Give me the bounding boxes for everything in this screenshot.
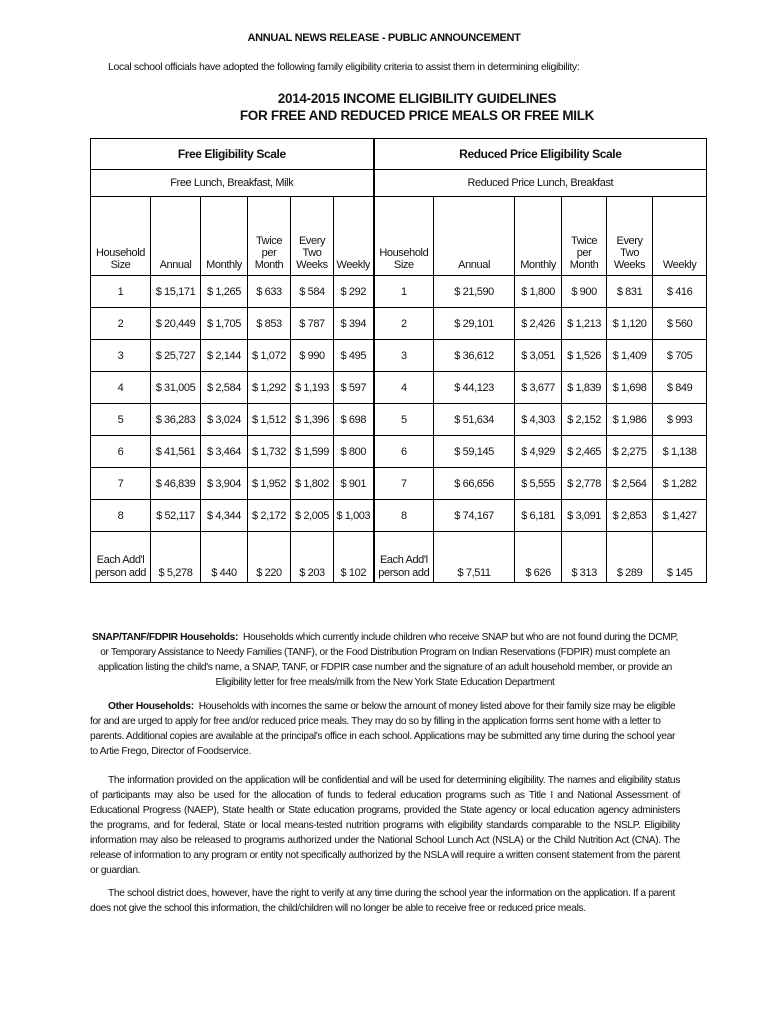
- free-cell: $ 495: [334, 340, 374, 372]
- reduced-cell: 3: [374, 340, 434, 372]
- free-cell: $ 2,172: [248, 500, 291, 532]
- free-cell: 8: [91, 500, 151, 532]
- confidentiality-paragraph: [90, 773, 680, 878]
- free-col-header-0: Household Size: [91, 197, 151, 276]
- free-cell: $ 1,705: [201, 308, 248, 340]
- reduced-cell: $ 1,839: [562, 372, 607, 404]
- reduced-cell: 4: [374, 372, 434, 404]
- reduced-cell: $ 416: [653, 276, 707, 308]
- reduced-cell: $ 4,929: [515, 436, 562, 468]
- free-cell: $ 901: [334, 468, 374, 500]
- free-cell: $ 1,732: [248, 436, 291, 468]
- document-header: ANNUAL NEWS RELEASE - PUBLIC ANNOUNCEMENT: [247, 32, 521, 44]
- free-cell: $ 46,839: [151, 468, 201, 500]
- reduced-cell: $ 1,138: [653, 436, 707, 468]
- snap-text: Households which currently include children who receive SNAP but who are not found during the DCMP, or Temporary Assistance to Needy Families (TANF), or the Food Distribution Program on Indian Reservations (FDPIR) must complete an application listing the child's name, a SNAP, TANF, or FDPIR case number and the signature of an adult household member, or provide an Eligibility letter for free meals/milk from the New York State Education Department: [98, 632, 678, 688]
- free-col-header-5: Weekly: [334, 197, 374, 276]
- free-col-header-4: Every Two Weeks: [291, 197, 334, 276]
- free-cell: $ 597: [334, 372, 374, 404]
- free-cell: 6: [91, 436, 151, 468]
- reduced-col-header-3: Twice per Month: [562, 197, 607, 276]
- title-line-2: FOR FREE AND REDUCED PRICE MEALS OR FREE MILK: [239, 108, 595, 123]
- reduced-cell: $ 36,612: [434, 340, 515, 372]
- reduced-cell: $ 44,123: [434, 372, 515, 404]
- table-row: [91, 436, 707, 468]
- reduced-cell: 6: [374, 436, 434, 468]
- reduced-cell: $ 2,778: [562, 468, 607, 500]
- reduced-cell: $ 2,152: [562, 404, 607, 436]
- free-cell: $ 584: [291, 276, 334, 308]
- title-line-1: 2014-2015 INCOME ELIGIBILITY GUIDELINES: [277, 91, 557, 106]
- free-cell: 3: [91, 340, 151, 372]
- free-cell: $ 787: [291, 308, 334, 340]
- reduced-cell: $ 51,634: [434, 404, 515, 436]
- reduced-cell: $ 21,590: [434, 276, 515, 308]
- free-cell: $ 41,561: [151, 436, 201, 468]
- reduced-cell: $ 289: [607, 532, 653, 583]
- free-cell: $ 3,904: [201, 468, 248, 500]
- free-cell: $ 1,512: [248, 404, 291, 436]
- free-subheading: Free Lunch, Breakfast, Milk: [91, 170, 374, 197]
- reduced-cell: 1: [374, 276, 434, 308]
- snap-paragraph: [90, 630, 680, 690]
- table-row: [91, 500, 707, 532]
- free-cell: $ 633: [248, 276, 291, 308]
- free-cell: $ 3,024: [201, 404, 248, 436]
- free-cell: $ 4,344: [201, 500, 248, 532]
- reduced-cell: $ 1,409: [607, 340, 653, 372]
- table-body: [91, 276, 707, 583]
- document-title: [0, 90, 768, 124]
- reduced-cell: $ 3,051: [515, 340, 562, 372]
- reduced-cell: $ 1,427: [653, 500, 707, 532]
- confidentiality-text: The information provided on the application will be confidential and will be used for determining eligibility. The names and eligibility status of participants may also be used for the allocation of funds to federal education programs such as Title I and National Assessment of Educational Progress (NAEP), State health or State education programs, provided the State agency or local education agency administers the programs, and for federal, State or local means-tested nutrition programs with eligibility standards comparable to the NSLP. Eligibility information may also be released to programs authorized under the National School Lunch Act (NSLA) or the Child Nutrition Act (CNA). The release of information to any program or entity not specifically authorized by the NSLA will require a written consent statement from the parent or guardian.: [90, 775, 680, 876]
- table-row: [91, 276, 707, 308]
- table-row: [91, 308, 707, 340]
- intro-text: Local school officials have adopted the following family eligibility criteria to assist them in determining eligibility:: [108, 61, 580, 73]
- other-households-paragraph: [90, 699, 680, 759]
- reduced-cell: $ 831: [607, 276, 653, 308]
- other-households-heading: Other Households:: [108, 701, 194, 712]
- table-row: [91, 468, 707, 500]
- free-cell: $ 1,003: [334, 500, 374, 532]
- reduced-col-header-2: Monthly: [515, 197, 562, 276]
- reduced-cell: $ 6,181: [515, 500, 562, 532]
- free-cell: $ 800: [334, 436, 374, 468]
- reduced-cell: $ 2,564: [607, 468, 653, 500]
- reduced-cell: 7: [374, 468, 434, 500]
- reduced-cell: $ 313: [562, 532, 607, 583]
- free-cell: $ 1,952: [248, 468, 291, 500]
- reduced-cell: $ 1,282: [653, 468, 707, 500]
- reduced-cell: $ 705: [653, 340, 707, 372]
- reduced-cell: $ 7,511: [434, 532, 515, 583]
- reduced-cell: $ 900: [562, 276, 607, 308]
- reduced-cell: $ 1,986: [607, 404, 653, 436]
- table-row: [91, 372, 707, 404]
- reduced-cell: $ 849: [653, 372, 707, 404]
- reduced-cell: $ 2,853: [607, 500, 653, 532]
- free-cell: 4: [91, 372, 151, 404]
- free-cell: 2: [91, 308, 151, 340]
- free-cell: $ 440: [201, 532, 248, 583]
- reduced-col-header-5: Weekly: [653, 197, 707, 276]
- free-cell: $ 990: [291, 340, 334, 372]
- reduced-cell: 8: [374, 500, 434, 532]
- free-cell: 5: [91, 404, 151, 436]
- reduced-cell: $ 2,426: [515, 308, 562, 340]
- free-cell: $ 5,278: [151, 532, 201, 583]
- free-cell: $ 102: [334, 532, 374, 583]
- reduced-cell: $ 2,275: [607, 436, 653, 468]
- free-cell: $ 220: [248, 532, 291, 583]
- free-col-header-1: Annual: [151, 197, 201, 276]
- free-cell: $ 36,283: [151, 404, 201, 436]
- free-cell: $ 292: [334, 276, 374, 308]
- free-cell: $ 1,265: [201, 276, 248, 308]
- free-cell: $ 20,449: [151, 308, 201, 340]
- verification-text: The school district does, however, have the right to verify at any time during the school year the information on the application. If a parent does not give the school this information, the child/children will no longer be able to receive free or reduced price meals.: [90, 888, 675, 914]
- reduced-subheading: Reduced Price Lunch, Breakfast: [374, 170, 707, 197]
- reduced-cell: $ 29,101: [434, 308, 515, 340]
- free-cell: 7: [91, 468, 151, 500]
- reduced-cell: $ 626: [515, 532, 562, 583]
- reduced-cell: $ 1,800: [515, 276, 562, 308]
- reduced-cell: $ 74,167: [434, 500, 515, 532]
- free-cell: Each Add'l person add: [91, 532, 151, 583]
- reduced-col-header-4: Every Two Weeks: [607, 197, 653, 276]
- free-cell: $ 31,005: [151, 372, 201, 404]
- table-row: [91, 532, 707, 583]
- free-col-header-3: Twice per Month: [248, 197, 291, 276]
- table-row: [91, 340, 707, 372]
- reduced-cell: $ 1,120: [607, 308, 653, 340]
- free-cell: $ 394: [334, 308, 374, 340]
- other-households-text: Households with incomes the same or below the amount of money listed above for their family size may be eligible for and are urged to apply for free and/or reduced price meals. They may do so by filling in the application forms sent home with a letter to parents. Additional copies are available at the principal's office in each school. Applications may be submitted any time during the school year to Artie Frego, Director of Foodservice.: [90, 701, 676, 757]
- reduced-cell: $ 560: [653, 308, 707, 340]
- free-col-header-2: Monthly: [201, 197, 248, 276]
- free-cell: $ 853: [248, 308, 291, 340]
- reduced-cell: $ 3,677: [515, 372, 562, 404]
- free-cell: 1: [91, 276, 151, 308]
- reduced-cell: $ 59,145: [434, 436, 515, 468]
- reduced-cell: $ 2,465: [562, 436, 607, 468]
- reduced-cell: $ 66,656: [434, 468, 515, 500]
- eligibility-table: [90, 138, 707, 583]
- free-cell: $ 1,396: [291, 404, 334, 436]
- reduced-col-header-1: Annual: [434, 197, 515, 276]
- reduced-cell: $ 4,303: [515, 404, 562, 436]
- free-cell: $ 2,144: [201, 340, 248, 372]
- free-cell: $ 203: [291, 532, 334, 583]
- free-cell: $ 25,727: [151, 340, 201, 372]
- free-cell: $ 698: [334, 404, 374, 436]
- table-row: [91, 404, 707, 436]
- free-cell: $ 2,005: [291, 500, 334, 532]
- verification-paragraph: [90, 886, 680, 916]
- free-cell: $ 3,464: [201, 436, 248, 468]
- free-cell: $ 1,802: [291, 468, 334, 500]
- free-cell: $ 1,072: [248, 340, 291, 372]
- reduced-cell: $ 5,555: [515, 468, 562, 500]
- reduced-cell: $ 993: [653, 404, 707, 436]
- reduced-cell: $ 1,213: [562, 308, 607, 340]
- free-cell: $ 15,171: [151, 276, 201, 308]
- reduced-cell: $ 3,091: [562, 500, 607, 532]
- reduced-cell: Each Add'l person add: [374, 532, 434, 583]
- free-cell: $ 52,117: [151, 500, 201, 532]
- reduced-scale-heading: Reduced Price Eligibility Scale: [374, 139, 707, 170]
- reduced-col-header-0: Household Size: [374, 197, 434, 276]
- free-scale-heading: Free Eligibility Scale: [91, 139, 374, 170]
- column-header-row: [91, 197, 707, 276]
- snap-heading: SNAP/TANF/FDPIR Households:: [92, 632, 239, 643]
- reduced-cell: 2: [374, 308, 434, 340]
- free-cell: $ 1,599: [291, 436, 334, 468]
- free-cell: $ 1,193: [291, 372, 334, 404]
- reduced-cell: $ 1,526: [562, 340, 607, 372]
- reduced-cell: $ 145: [653, 532, 707, 583]
- free-cell: $ 1,292: [248, 372, 291, 404]
- reduced-cell: $ 1,698: [607, 372, 653, 404]
- reduced-cell: 5: [374, 404, 434, 436]
- free-cell: $ 2,584: [201, 372, 248, 404]
